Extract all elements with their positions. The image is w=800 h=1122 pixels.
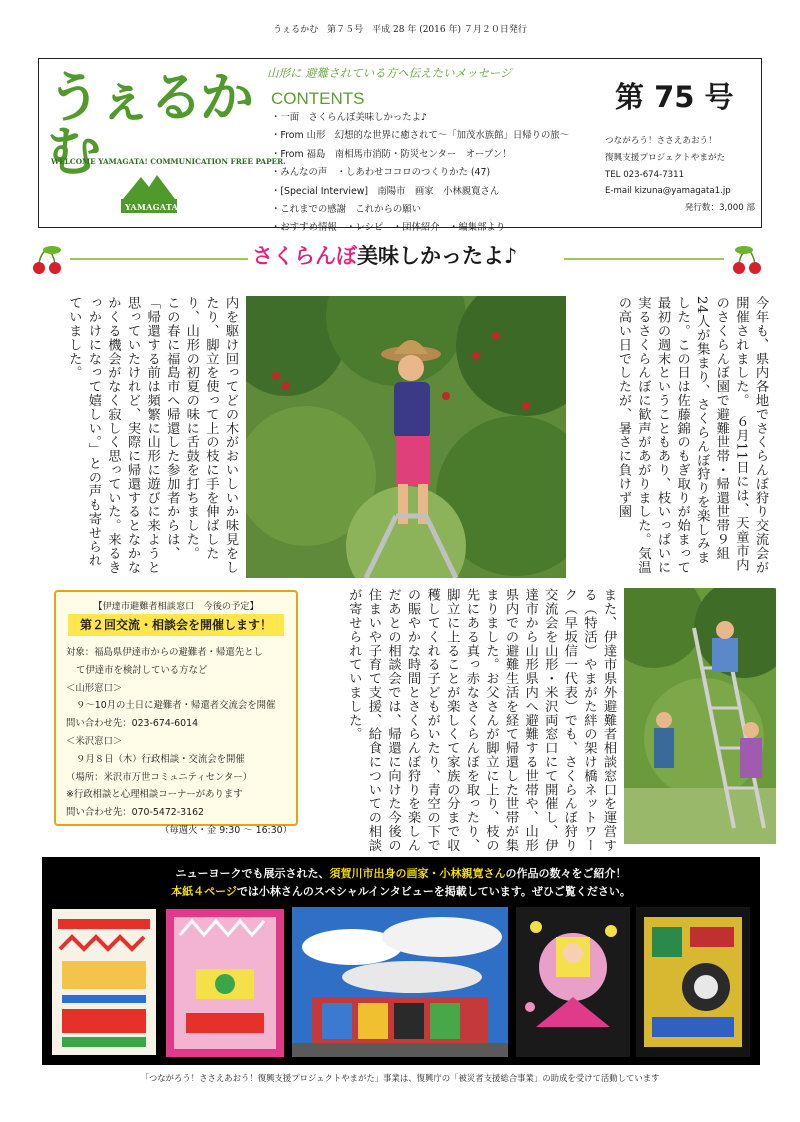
- article-column: 内を駆け回ってどの木がおいしいか味見をしたり、脚立を使って上の枝に手を伸ばしたり、山形の初夏の味に舌鼓を打ちました。 この春に福島市へ帰還した参加者からは、「帰還する前は頻繁に山形に遊びに来ようと思っていたけれど、実際に帰還するとなかなかくる機会がなく寂しく思っていた。来るきっかけになって嬉しい。」との声も寄せられていました。: [66, 296, 238, 574]
- cherry-icon: [30, 244, 66, 276]
- info-line: 問い合わせ先：070-5472-3162: [66, 807, 205, 819]
- info-box-banner: 第２回交流・相談会を開催します！: [68, 614, 284, 636]
- logo-subtitle: WELCOME YAMAGATA! COMMUNICATION FREE PAPER.: [51, 157, 286, 166]
- logo: [47, 66, 286, 219]
- info-line: 問い合わせ先：023-674-6014: [66, 718, 199, 730]
- article-title: [252, 240, 517, 270]
- org-name: 復興支援プロジェクトやまがた: [605, 152, 726, 163]
- issue-date-line: うぇるかむ 第７５号 平成 28 年 (2016 年) ７月２０日発行: [273, 25, 527, 35]
- logo-place: YAMAGATA: [125, 202, 179, 212]
- contents-item[interactable]: ・[Special Interview] 南陽市 画家 小林親寛さん: [271, 185, 500, 197]
- footer-note: 「つながろう！ささえあおう！復興支援プロジェクトやまがた」事業は、復興庁の「被災者支援総合事業」の助成を受けて活動しています: [140, 1073, 660, 1083]
- artwork-image: [166, 909, 284, 1057]
- contents-item[interactable]: ・From 福島 南相馬市消防・防災センター オープン！: [271, 148, 512, 160]
- banner-highlight: 本紙４ページ: [171, 885, 237, 898]
- info-line: ＜米沢窓口＞: [66, 735, 123, 747]
- banner-text: の作品の数々をご紹介！: [505, 867, 627, 880]
- header-message: 山形に 避難されている方へ伝えたいメッセージ: [267, 66, 512, 80]
- family-ladder-photo: [624, 588, 776, 844]
- artwork-image: [636, 907, 750, 1057]
- info-line: て伊達市を検討している方など: [76, 664, 208, 676]
- article-column: また、伊達市県外避難者相談窓口を運営する（特活）やまがた絆の架け橋ネットワーク（早坂信一代表）でも、さくらんぼ狩り交流会を山形・米沢両窓口にて開催し、伊達市から山形県内へ避難する世帯や、山形県内での避難生活を経て帰還した世帯が集まりました。お父さんが脚立に上り、枝の先にある真っ赤なさくらんぼを取ったり、脚立に上ることが楽しくて家族の分まで収穫してくれる子どもがいたり、青空の下での賑やかな時間とさくらんぼ狩りを楽しんだあとの相談会では、帰還に向けた今後の住まいや子育て支援、給食についての相談が寄せられていました。: [346, 588, 616, 853]
- banner-text: ニューヨークでも展示された、: [175, 867, 330, 880]
- info-box-body: [66, 644, 292, 840]
- banner-text: では小林さんのスペシャルインタビューを掲載しています。ぜひご覧ください。: [236, 885, 631, 898]
- artwork-image: [516, 907, 630, 1057]
- org-slogan: つながろう！ささえあおう！: [605, 136, 717, 146]
- article-title-highlight: さくらんぼ: [252, 244, 357, 268]
- article-title-rest: 美味しかったよ♪: [357, 244, 518, 268]
- masthead: [38, 58, 762, 234]
- info-line: ９〜10月の土日に避難者・帰還者交流会を開催: [76, 700, 276, 712]
- artwork-image: [52, 909, 156, 1055]
- issue-number: 第 75 号: [615, 80, 734, 114]
- circulation: 発行数：3,000 部: [684, 203, 755, 214]
- org-tel: TEL 023-674-7311: [605, 169, 685, 180]
- contents-title: CONTENTS: [271, 89, 365, 108]
- mural-photo: [292, 907, 508, 1057]
- info-box-heading: 【伊達市避難者相談窓口 今後の予定】: [93, 601, 259, 612]
- contents-item[interactable]: ・これまでの感謝 これからの願い: [271, 204, 422, 216]
- article-title-row: [30, 236, 770, 276]
- info-line: （場所：米沢市万世コミュニティセンター）: [66, 771, 253, 783]
- info-line: ※行政相談と心理相談コーナーがあります: [66, 789, 243, 801]
- contents-item[interactable]: ・一面 さくらんぼ美味しかったよ♪: [271, 112, 427, 123]
- info-line: （毎週火・金 9:30 〜 16:30）: [159, 824, 292, 836]
- artist-feature-banner: [42, 857, 760, 1065]
- cherry-icon: [730, 244, 766, 276]
- consultation-info-box: [54, 590, 298, 836]
- org-info: [605, 133, 755, 217]
- contents-item[interactable]: ・From 山形 幻想的な世界に癒されて〜「加茂水族館」日帰りの旅〜: [271, 130, 570, 142]
- banner-line-2: [42, 883, 760, 899]
- title-divider: [564, 258, 724, 260]
- banner-highlight: 須賀川市出身の画家・小林親寛さん: [329, 867, 506, 880]
- info-line: ＜山形窓口＞: [66, 682, 123, 694]
- contents-list: [271, 109, 569, 238]
- article-column: 今年も、県内各地でさくらんぼ狩り交流会が開催されました。 ６月11日には、天童市内のさくらんぼ園で避難世帯・帰還世帯９組24人が集まり、さくらんぼ狩りを楽しみました。この日は佐藤錦のもぎ取りが始まって最初の週末ということもあり、枝いっぱいに実るさくらんぼに歓声があがりました。気温の高い日でしたが、暑さに負けず園: [615, 296, 768, 574]
- contents-item[interactable]: ・みんなの声 ・しあわせココロのつくりかた (47): [271, 167, 491, 179]
- cherry-picking-photo: [246, 296, 566, 578]
- info-line: ９月８日（木）行政相談・交流会を開催: [76, 753, 245, 765]
- contents-item[interactable]: ・おすすめ情報 ・レシピ ・団体紹介 ・編集部より: [271, 222, 506, 234]
- org-email[interactable]: E-mail kizuna@yamagata1.jp: [605, 186, 731, 197]
- title-divider: [70, 258, 248, 260]
- banner-line-1: [42, 865, 760, 881]
- info-line: 対象：福島県伊達市からの避難者・帰還先とし: [66, 647, 263, 658]
- logo-title: うぇるかむ: [47, 66, 251, 183]
